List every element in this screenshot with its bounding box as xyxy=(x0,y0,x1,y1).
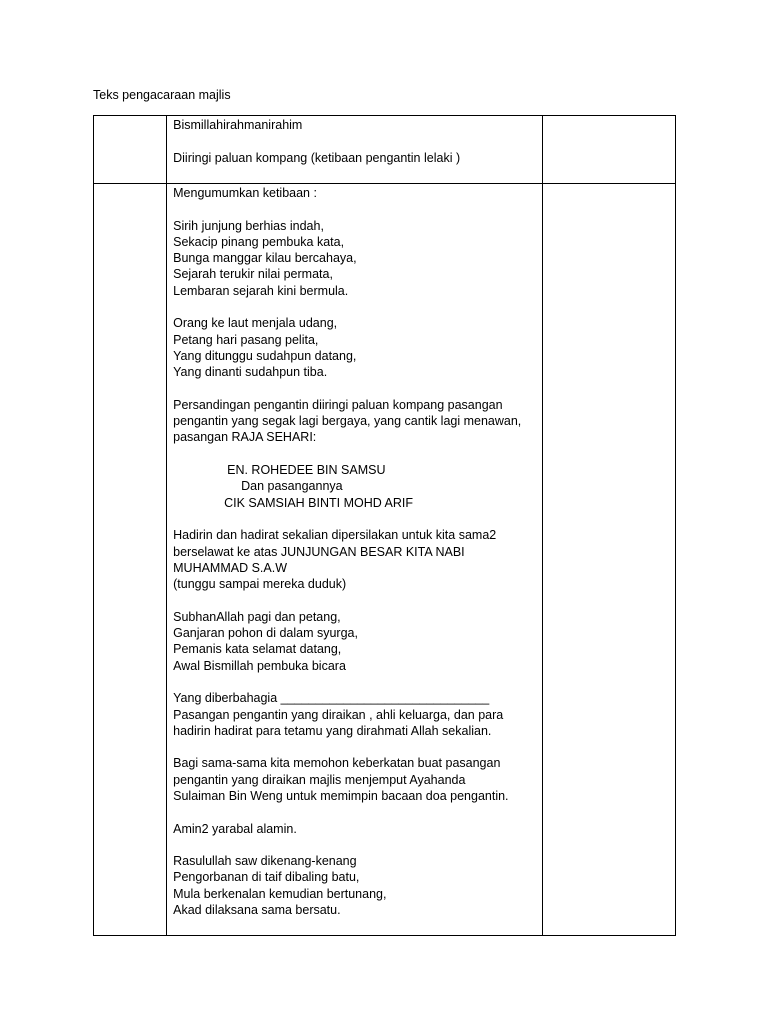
paragraph-gap xyxy=(173,381,542,397)
pantun-line: Sekacip pinang pembuka kata, xyxy=(173,234,345,249)
table-cell-right xyxy=(542,116,675,184)
page-title: Teks pengacaraan majlis xyxy=(93,88,231,102)
table-cell-left xyxy=(94,184,167,936)
paragraph-gap xyxy=(173,133,542,149)
selawat-line: MUHAMMAD S.A.W xyxy=(173,560,288,575)
selawat-line: berselawat ke atas JUNJUNGAN BESAR KITA NABI xyxy=(173,544,465,559)
selawat-line: Hadirin dan hadirat sekalian dipersilakan untuk kita sama2 xyxy=(173,528,497,543)
paragraph-gap xyxy=(173,837,542,853)
paragraph-gap xyxy=(173,299,542,315)
paragraph-gap xyxy=(173,201,542,217)
greeting-line: Yang diberbahagia ______________________________ xyxy=(173,691,490,706)
pantun-line: Bunga manggar kilau bercahaya, xyxy=(173,251,357,266)
pantun-line: Sirih junjung berhias indah, xyxy=(173,218,324,233)
selawat-line: (tunggu sampai mereka duduk) xyxy=(173,577,347,592)
table-cell-left xyxy=(94,116,167,184)
pantun-line: Yang dinanti sudahpun tiba. xyxy=(173,365,328,380)
paragraph-gap xyxy=(173,674,542,690)
pantun-line: Awal Bismillah pembuka bicara xyxy=(173,658,346,673)
greeting-line: Pasangan pengantin yang diraikan , ahli keluarga, dan para xyxy=(173,707,504,722)
greeting-line: hadirin hadirat para tetamu yang dirahmati Allah sekalian. xyxy=(173,723,492,738)
script-table xyxy=(93,115,676,936)
bride-name: CIK SAMSIAH BINTI MOHD ARIF xyxy=(224,495,414,510)
doa-line: Sulaiman Bin Weng untuk memimpin bacaan doa pengantin. xyxy=(173,788,509,803)
opening-line: Bismillahirahmanirahim xyxy=(173,118,303,132)
amin-line: Amin2 yarabal alamin. xyxy=(173,821,297,836)
pantun-line: Orang ke laut menjala udang, xyxy=(173,316,338,331)
pantun-line: Rasulullah saw dikenang-kenang xyxy=(173,854,357,869)
persandingan-line: pasangan RAJA SEHARI: xyxy=(173,430,317,445)
pantun-line: Lembaran sejarah kini bermula. xyxy=(173,283,349,298)
table-row xyxy=(94,116,676,184)
pantun-line: Akad dilaksana sama bersatu. xyxy=(173,903,341,918)
pantun-line: Petang hari pasang pelita, xyxy=(173,332,319,347)
paragraph-gap xyxy=(173,739,542,755)
persandingan-line: pengantin yang segak lagi bergaya, yang cantik lagi menawan, xyxy=(173,414,522,429)
pantun-line: Sejarah terukir nilai permata, xyxy=(173,267,333,282)
pantun-line: Mula berkenalan kemudian bertunang, xyxy=(173,886,387,901)
persandingan-line: Persandingan pengantin diiringi paluan kompang pasangan xyxy=(173,397,503,412)
announcement-heading: Mengumumkan ketibaan : xyxy=(173,186,317,200)
paragraph-gap xyxy=(173,446,542,462)
groom-name: EN. ROHEDEE BIN SAMSU xyxy=(227,463,386,478)
table-cell-main xyxy=(167,184,543,936)
pantun-line: Pengorbanan di taif dibaling batu, xyxy=(173,870,360,885)
table-cell-right xyxy=(542,184,675,936)
kompang-line: Diiringi paluan kompang (ketibaan pengantin lelaki ) xyxy=(173,150,461,165)
paragraph-gap xyxy=(173,804,542,820)
pantun-line: Ganjaran pohon di dalam syurga, xyxy=(173,626,358,641)
pantun-line: Yang ditunggu sudahpun datang, xyxy=(173,348,357,363)
doa-line: pengantin yang diraikan majlis menjemput Ayahanda xyxy=(173,772,466,787)
doa-line: Bagi sama-sama kita memohon keberkatan buat pasangan xyxy=(173,756,501,771)
paragraph-gap xyxy=(173,592,542,608)
table-row xyxy=(94,184,676,936)
pantun-line: SubhanAllah pagi dan petang, xyxy=(173,609,341,624)
paragraph-gap xyxy=(173,511,542,527)
table-cell-main xyxy=(167,116,543,184)
couple-conjunction: Dan pasangannya xyxy=(241,479,343,494)
pantun-line: Pemanis kata selamat datang, xyxy=(173,642,342,657)
